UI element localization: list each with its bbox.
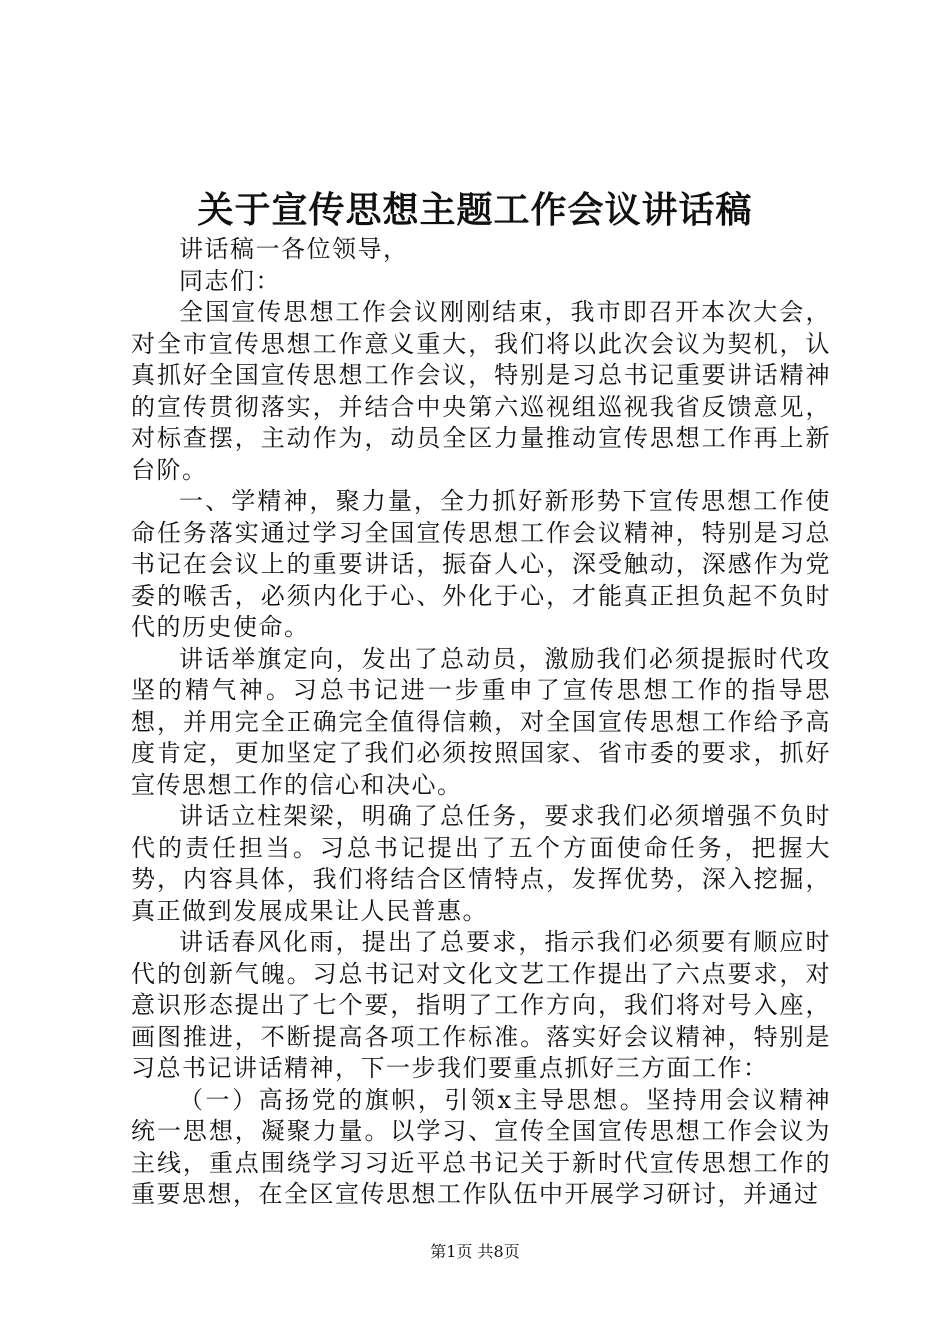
body-paragraph: 全国宣传思想工作会议刚刚结束，我市即召开本次大会，对全市宣传思想工作意义重大，我们将以此次会议为契机，认真抓好全国宣传思想工作会议，特别是习总书记重要讲话精神的宣传贯彻落实，并结合中央第六巡视组巡视我省反馈意见，对标查摆，主动作为，动员全区力量推动宣传思想工作再上新台阶。 — [131, 298, 831, 484]
body-paragraph: （一）高扬党的旗帜，引领x主导思想。坚持用会议精神统一思想，凝聚力量。以学习、宣传全国宣传思想工作会议为主线，重点围绕学习习近平总书记关于新时代宣传思想工作的重要思想，在全区宣传思想工作队伍中开展学习研讨，并通过 — [131, 1085, 831, 1208]
body-paragraph: 讲话立柱架梁，明确了总任务，要求我们必须增强不负时代的责任担当。习总书记提出了五个方面使命任务，把握大势，内容具体，我们将结合区情特点，发挥优势，深入挖掘，真正做到发展成果让人民普惠。 — [131, 802, 831, 925]
body-paragraph: 讲话举旗定向，发出了总动员，激励我们必须提振时代攻坚的精气神。习总书记进一步重申了宣传思想工作的指导思想，并用完全正确完全值得信赖，对全国宣传思想工作给予高度肯定，更加坚定了我们必须按照国家、省市委的要求，抓好宣传思想工作的信心和决心。 — [131, 644, 831, 799]
document-body — [131, 234, 831, 1211]
page-number-footer: 第1页 共8页 — [430, 1242, 520, 1261]
body-paragraph: 一、学精神，聚力量，全力抓好新形势下宣传思想工作使命任务落实通过学习全国宣传思想工作会议精神，特别是习总书记在会议上的重要讲话，振奋人心，深受触动，深感作为党委的喉舌，必须内化于心、外化于心，才能真正担负起不负时代的历史使命。 — [131, 487, 831, 641]
salutation-line: 同志们： — [179, 266, 281, 295]
body-paragraph: 讲话春风化雨，提出了总要求，指示我们必须要有顺应时代的创新气魄。习总书记对文化文艺工作提出了六点要求，对意识形态提出了七个要，指明了工作方向，我们将对号入座，画图推进，不断提高各项工作标准。落实好会议精神，特别是习总书记讲话精神，下一步我们要重点抓好三方面工作： — [131, 928, 831, 1082]
document-title: 关于宣传思想主题工作会议讲话稿 — [197, 189, 753, 231]
salutation-line: 讲话稿一各位领导， — [179, 235, 409, 263]
